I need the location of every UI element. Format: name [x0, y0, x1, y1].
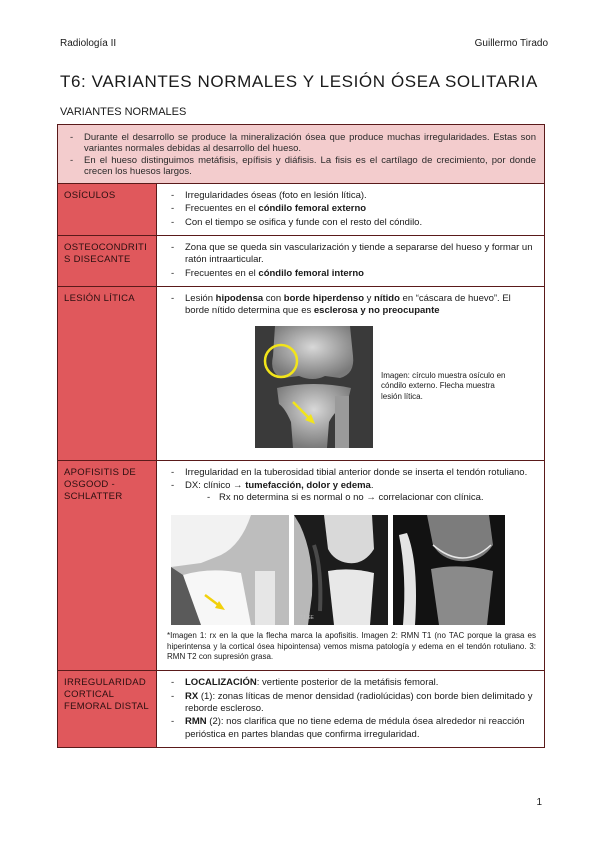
mri-t1-image [294, 515, 388, 625]
list-item: - Irregularidades óseas (foto en lesión lítica). [167, 190, 536, 202]
page-number: 1 [536, 797, 542, 808]
list-item: - Con el tiempo se osifica y funde con el resto del cóndilo. [167, 217, 536, 229]
content-osteocondritis [157, 236, 545, 287]
content-irregularidad [157, 671, 545, 748]
row-osteocondritis [58, 236, 545, 287]
list-item: - DX: clínico → tumefacción, dolor y edema. - Rx no determina si es normal o no → correlacionar con clínica. [167, 480, 536, 505]
label-irregularidad: IRREGULARIDAD CORTICAL FEMORAL DISTAL [58, 671, 157, 748]
header-author: Guillermo Tirado [474, 38, 548, 49]
intro-row [58, 125, 545, 184]
list-item: - Irregularidad en la tuberosidad tibial anterior donde se inserta el tendón rotuliano. [167, 467, 536, 479]
list-item: - RMN (2): nos clarifica que no tiene edema de médula ósea alrededor ni reacción perióstica en partes blandas que confirma irregularidad. [167, 716, 536, 741]
mri-label: T1 SE [300, 614, 314, 621]
header-subject: Radiología II [60, 38, 117, 49]
list-item: - LOCALIZACIÓN: vertiente posterior de la metáfisis femoral. [167, 677, 536, 689]
content-osgood [157, 460, 545, 670]
row-irregularidad [58, 671, 545, 748]
mri-t2-image [393, 515, 505, 625]
list-item: - Frecuentes en el cóndilo femoral interno [167, 268, 536, 280]
list-item: - RX (1): zonas líticas de menor densidad (radiolúcidas) con borde bien delimitado y reborde escleroso. [167, 691, 536, 716]
intro-item: - En el hueso distinguimos metáfisis, epífisis y diáfisis. La fisis es el cartílago de crecimiento, por donde crecen los huesos largos. [66, 155, 536, 177]
list-item: - Frecuentes en el cóndilo femoral externo [167, 203, 536, 215]
image-caption: Imagen: círculo muestra osículo en cóndilo externo. Flecha muestra lesión lítica. [381, 370, 506, 402]
list-item: - Zona que se queda sin vascularización y tiende a separarse del hueso y formar un ratón intraarticular. [167, 242, 536, 267]
content-osiculos [157, 184, 545, 236]
label-osiculos: OSÍCULOS [58, 184, 157, 236]
label-osgood: APOFISITIS DE OSGOOD - SCHLATTER [58, 460, 157, 670]
image-caption: *Imagen 1: rx en la que la flecha marca la apofisitis. Imagen 2: RMN T1 (no TAC porque la grasa es hiperintensa y la cortical ósea hipointensa) vemos misma patología y edema en el tendón rotuliano. 3: RMN T2 con supresión grasa. [167, 630, 536, 662]
knee-xray-image [255, 326, 373, 448]
content-lesion-litica [157, 287, 545, 461]
page-title: T6: VARIANTES NORMALES Y LESIÓN ÓSEA SOLITARIA [60, 72, 538, 91]
image-strip [171, 515, 536, 625]
list-item: - Lesión hipodensa con borde hiperdenso y nítido en “cáscara de huevo”. El borde nítido determina que es esclerosa y no preocupante [167, 293, 536, 318]
row-lesion-litica [58, 287, 545, 461]
row-osgood [58, 460, 545, 670]
section-subtitle: VARIANTES NORMALES [60, 106, 187, 118]
row-osiculos [58, 184, 545, 236]
intro-item: - Durante el desarrollo se produce la mineralización ósea que produce muchas irregularidades. Estas son variantes normales debidas al desarrollo del hueso. [66, 132, 536, 154]
label-lesion-litica: LESIÓN LÍTICA [58, 287, 157, 461]
intro-cell [58, 125, 545, 184]
label-osteocondritis: OSTEOCONDRITIS DISECANTE [58, 236, 157, 287]
osgood-xray-image [171, 515, 289, 625]
notes-table [57, 124, 545, 748]
sub-list-item: - Rx no determina si es normal o no → correlacionar con clínica. [207, 492, 536, 504]
